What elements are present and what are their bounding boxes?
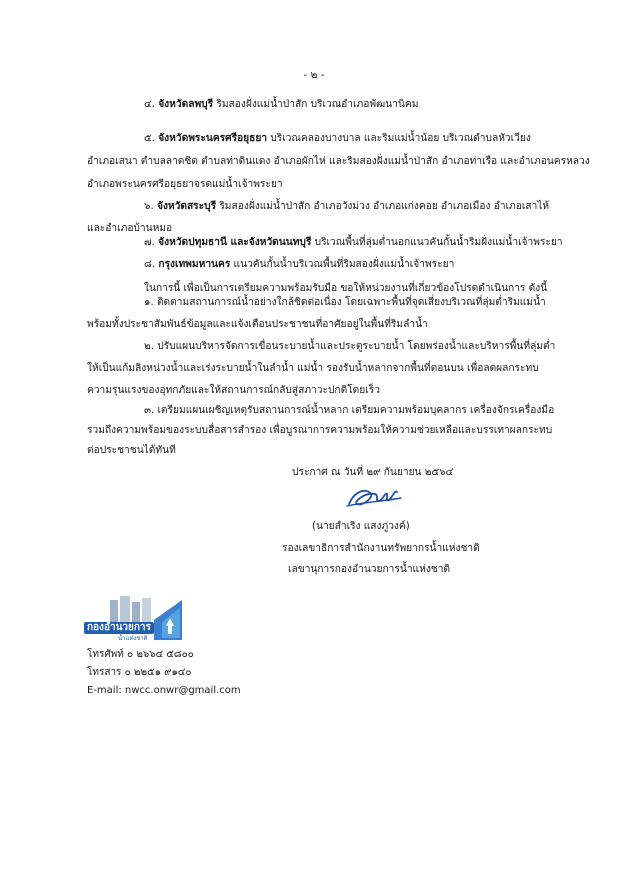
action-2-line1: ๒. ปรับแผนบริหารจัดการเขื่อนระบายน้ำและประตูระบายน้ำ โดยพร่องน้ำและบริหารพื้นที่ลุ่มต่ำ [144, 341, 556, 352]
logo-title: กองอำนวยการ [84, 622, 154, 634]
action-1-line2: พร้อมทั้งประชาสัมพันธ์ข้อมูลและแจ้งเตือนประชาชนที่อาศัยอยู่ในพื้นที่ริมลำน้ำ [87, 319, 428, 330]
signer-title-secondary: เลขานุการกองอำนวยการน้ำแห่งชาติ [288, 564, 451, 575]
item-number: ๘. [144, 259, 156, 270]
item-5 [144, 132, 531, 146]
announcement-date: ประกาศ ณ วันที่ ๒๙ กันยายน ๒๕๖๔ [292, 467, 454, 478]
item-text: ริมสองฝั่งแม่น้ำป่าสัก บริเวณอำเภอพัฒนานิคม [213, 99, 419, 110]
item-text: ริมสองฝั่งแม่น้ำป่าสัก อำเภอวังม่วง อำเภอแก่งคอย อำเภอเมือง อำเภอเสาไห้ [216, 201, 550, 212]
item-5-line3: อำเภอพระนครศรีอยุธยาจรดแม่น้ำเจ้าพระยา [87, 179, 283, 190]
item-number: ๔. [144, 99, 155, 110]
action-2-line2: ให้เป็นแก้มลิงหน่วงน้ำและเร่งระบายน้ำในลำน้ำ แม่น้ำ รองรับน้ำหลากจากพื้นที่ตอนบน เพื่อลดผลกระทบ [87, 363, 539, 374]
item-8 [144, 258, 454, 272]
organization-logo [84, 596, 184, 648]
item-place: กรุงเทพมหานคร [158, 259, 231, 270]
logo-subtitle: น้ำแห่งชาติ [118, 635, 148, 642]
item-5-line2: อำเภอเสนา ตำบลลาดชิด ตำบลท่าดินแดง อำเภอผักไห่ และริมสองฝั่งแม่น้ำป่าสัก อำเภอท่าเรือ และอำเภอนครหลวง [87, 156, 590, 167]
intro-paragraph: ในการนี้ เพื่อเป็นการเตรียมความพร้อมรับมือ ขอให้หน่วยงานที่เกี่ยวข้องโปรดดำเนินการ ดังนี้ [144, 283, 548, 294]
item-number: ๕. [144, 133, 155, 144]
signer-title: รองเลขาธิการสำนักงานทรัพยากรน้ำแห่งชาติ [282, 543, 480, 554]
item-place: จังหวัดสระบุรี [156, 201, 217, 212]
item-place: จังหวัดลพบุรี [158, 99, 214, 110]
contact-phone: โทรศัพท์ ๐ ๒๖๖๔ ๕๘๐๐ [87, 649, 194, 660]
action-1-line1: ๑. ติดตามสถานการณ์น้ำอย่างใกล้ชิดต่อเนื่อง โดยเฉพาะพื้นที่จุดเสี่ยงบริเวณที่ลุ่มต่ำริมแม่น้ำ [144, 297, 546, 308]
item-place: จังหวัดพระนครศรีอยุธยา [158, 133, 268, 144]
item-7 [144, 236, 563, 250]
item-text: แนวคันกั้นน้ำบริเวณพื้นที่ริมสองฝั่งแม่น้ำเจ้าพระยา [230, 259, 455, 270]
item-text: บริเวณคลองบางบาล และริมแม่น้ำน้อย บริเวณตำบลหัวเวียง [267, 133, 531, 144]
action-3-line2: รวมถึงความพร้อมของระบบสื่อสารสำรอง เพื่อบูรณาการความพร้อมให้ความช่วยเหลือและบรรเทาผลกระทบ [87, 425, 553, 436]
page-number: - ๒ - [303, 69, 325, 81]
signer-name: (นายสำเริง แสงภู่วงค์) [312, 521, 410, 532]
item-number: ๗. [144, 237, 155, 248]
action-3-line3: ต่อประชาชนได้ทันที [87, 445, 176, 456]
item-6-line2: และอำเภอบ้านหมอ [87, 223, 173, 234]
item-6 [144, 200, 549, 214]
contact-email: E-mail: nwcc.onwr@gmail.com [87, 685, 241, 696]
item-number: ๖. [144, 201, 154, 212]
item-text: บริเวณพื้นที่ลุ่มต่ำนอกแนวคันกั้นน้ำริมฝั่งแม่น้ำเจ้าพระยา [311, 237, 563, 248]
item-4 [144, 98, 418, 112]
item-place: จังหวัดปทุมธานี และจังหวัดนนทบุรี [158, 237, 312, 248]
action-3-line1: ๓. เตรียมแผนเผชิญเหตุรับสถานการณ์น้ำหลาก เตรียมความพร้อมบุคลากร เครื่องจักรเครื่องมือ [144, 405, 555, 416]
handwritten-signature [345, 484, 403, 512]
action-2-line3: ความรุนแรงของอุทกภัยและให้สถานการณ์กลับสู่สภาวะปกติโดยเร็ว [87, 385, 380, 396]
contact-fax: โทรสาร ๐ ๒๒๕๑ ๙๑๔๐ [87, 667, 192, 678]
